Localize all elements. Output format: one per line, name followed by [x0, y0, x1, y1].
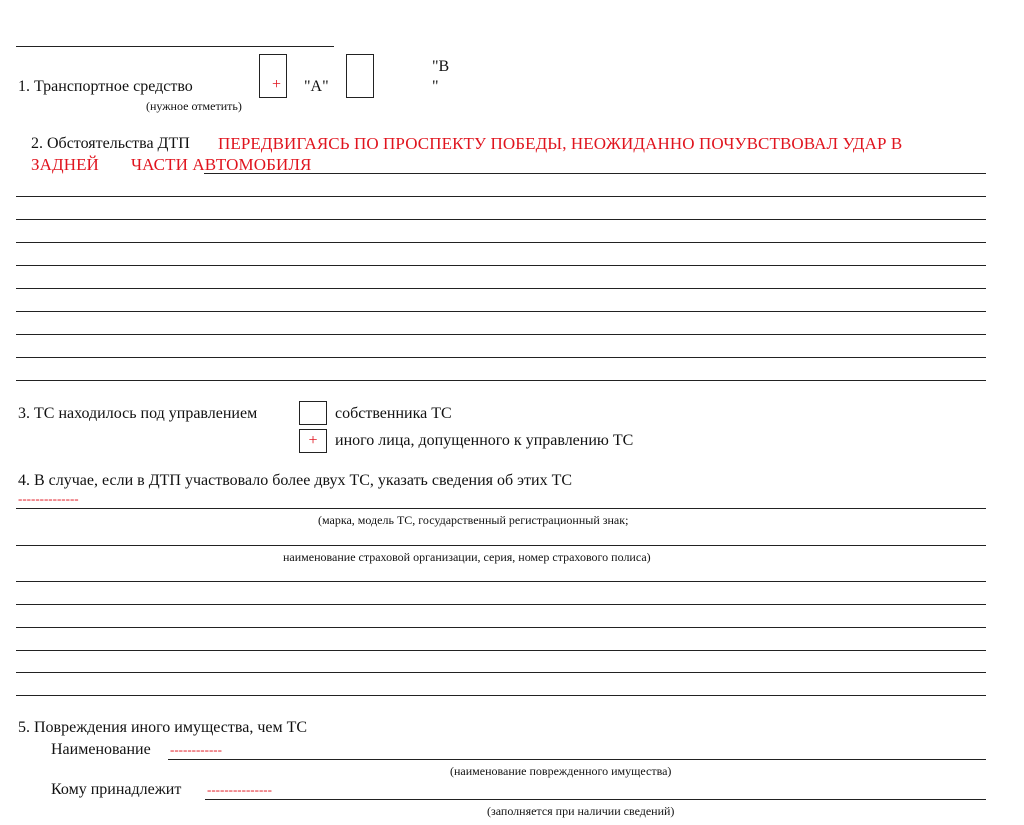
checkbox-category-b[interactable] [346, 54, 374, 98]
damaged-property-name-line [168, 759, 986, 760]
option-owner-label: собственника ТС [335, 405, 452, 422]
section4-line [16, 545, 986, 546]
checkbox-other-person[interactable] [299, 429, 327, 453]
checkbox-a-mark: + [272, 76, 282, 93]
property-owner-label: Кому принадлежит [51, 781, 182, 798]
section2-line [16, 219, 986, 220]
section4-line [16, 508, 986, 509]
section2-label: 2. Обстоятельства ДТП [31, 135, 190, 152]
section2-line [16, 334, 986, 335]
option-other-label: иного лица, допущенного к управлению ТС [335, 432, 634, 449]
top-blank-line [16, 46, 334, 47]
property-owner-value: --------------- [207, 782, 272, 797]
checkbox-category-a[interactable] [259, 54, 287, 98]
section4-label: 4. В случае, если в ДТП участвовало более двух ТС, указать сведения об этих ТС [18, 472, 573, 489]
section2-line [204, 173, 986, 174]
section2-text-line2a: ЗАДНЕЙ [31, 155, 99, 174]
section4-line [16, 604, 986, 605]
checkbox-owner[interactable] [299, 401, 327, 425]
damaged-property-name-hint: (наименование поврежденного имущества) [450, 764, 672, 778]
option-a-label: "А" [304, 78, 329, 95]
checkbox-other-mark: + [308, 432, 318, 449]
section2-line [16, 265, 986, 266]
option-b-label-top: "В [432, 58, 450, 75]
section2-line [16, 196, 986, 197]
section2-text-line1: ПЕРЕДВИГАЯСЬ ПО ПРОСПЕКТУ ПОБЕДЫ, НЕОЖИДАННО ПОЧУВСТВОВАЛ УДАР В [218, 134, 903, 153]
damaged-property-name-label: Наименование [51, 741, 151, 758]
section4-hint1: (марка, модель ТС, государственный регистрационный знак; [318, 513, 629, 527]
section3-label: 3. ТС находилось под управлением [18, 405, 258, 422]
section2-line [16, 288, 986, 289]
section2-line [16, 311, 986, 312]
section2-text-line2b: ЧАСТИ АВТОМОБИЛЯ [131, 155, 312, 174]
damaged-property-name-value: ------------ [170, 742, 222, 757]
section4-line [16, 695, 986, 696]
section1-note: (нужное отметить) [146, 99, 242, 113]
section4-hint2: наименование страховой организации, серия, номер страхового полиса) [283, 550, 651, 564]
section4-line [16, 627, 986, 628]
section5-label: 5. Повреждения иного имущества, чем ТС [18, 719, 308, 736]
section4-line [16, 581, 986, 582]
section4-dash-value: -------------- [18, 491, 79, 506]
option-b-label-bottom: " [432, 78, 439, 95]
property-owner-line [205, 799, 986, 800]
section2-line [16, 357, 986, 358]
section4-line [16, 650, 986, 651]
section2-line [16, 380, 986, 381]
section1-label: 1. Транспортное средство [18, 78, 193, 95]
property-owner-hint: (заполняется при наличии сведений) [487, 804, 675, 818]
section2-line [16, 242, 986, 243]
section4-line [16, 672, 986, 673]
